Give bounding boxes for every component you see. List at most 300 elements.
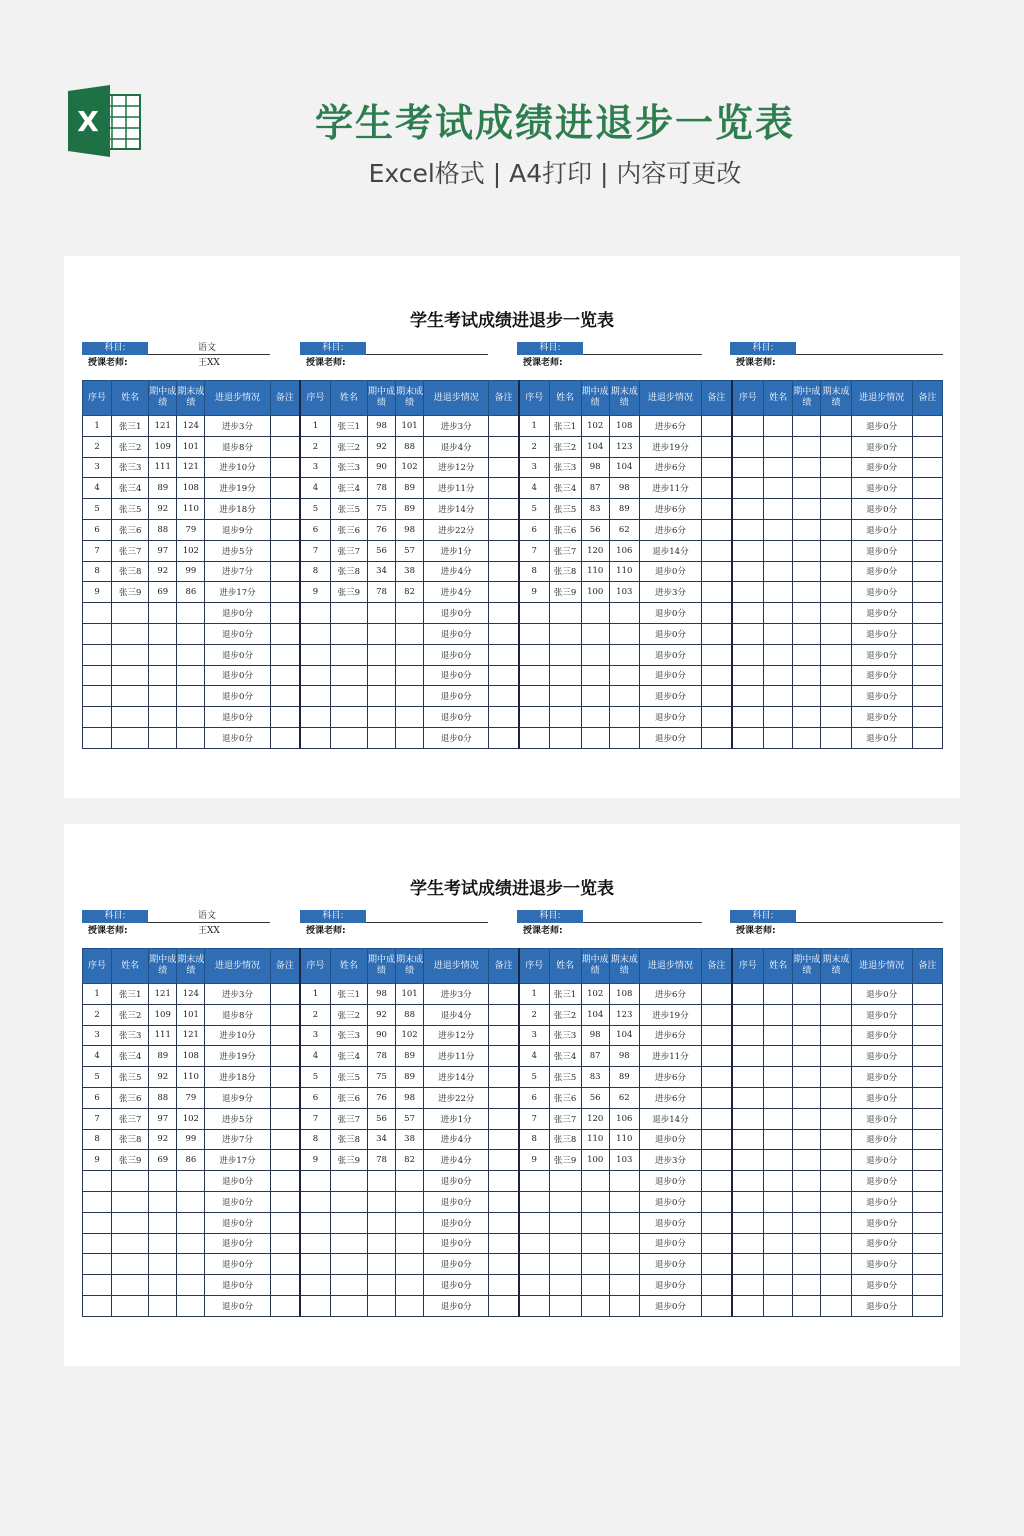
table-cell[interactable] xyxy=(489,561,519,582)
table-cell[interactable] xyxy=(270,457,300,478)
table-cell[interactable] xyxy=(270,1254,300,1275)
table-cell[interactable] xyxy=(330,1254,367,1275)
table-cell[interactable]: 张三1 xyxy=(549,984,581,1005)
table-cell[interactable]: 退步0分 xyxy=(205,727,270,748)
table-cell[interactable]: 进步11分 xyxy=(424,478,489,499)
table-cell[interactable]: 进步12分 xyxy=(424,457,489,478)
table-cell[interactable] xyxy=(912,727,942,748)
table-cell[interactable]: 104 xyxy=(609,1025,639,1046)
table-cell[interactable]: 张三6 xyxy=(330,1087,367,1108)
table-cell[interactable]: 进步7分 xyxy=(205,561,270,582)
table-cell[interactable]: 92 xyxy=(149,1129,177,1150)
table-cell[interactable] xyxy=(83,686,112,707)
table-cell[interactable] xyxy=(821,1233,851,1254)
table-cell[interactable] xyxy=(793,540,821,561)
table-cell[interactable] xyxy=(821,1067,851,1088)
table-cell[interactable] xyxy=(764,1150,793,1171)
table-cell[interactable]: 张三5 xyxy=(112,1067,149,1088)
table-cell[interactable] xyxy=(330,707,367,728)
table-cell[interactable]: 张三7 xyxy=(549,1108,581,1129)
table-cell[interactable] xyxy=(519,1233,549,1254)
table-cell[interactable]: 张三8 xyxy=(330,1129,367,1150)
table-cell[interactable]: 8 xyxy=(519,1129,549,1150)
table-cell[interactable] xyxy=(519,1275,549,1296)
table-cell[interactable]: 张三2 xyxy=(549,1004,581,1025)
table-cell[interactable]: 进步3分 xyxy=(424,984,489,1005)
table-cell[interactable] xyxy=(912,1087,942,1108)
table-cell[interactable]: 退步0分 xyxy=(851,436,912,457)
table-cell[interactable]: 退步0分 xyxy=(639,1129,701,1150)
table-cell[interactable]: 2 xyxy=(519,1004,549,1025)
table-cell[interactable] xyxy=(609,665,639,686)
table-cell[interactable] xyxy=(396,623,424,644)
table-cell[interactable]: 4 xyxy=(519,1046,549,1067)
table-cell[interactable]: 78 xyxy=(367,582,395,603)
table-cell[interactable] xyxy=(732,540,764,561)
table-cell[interactable] xyxy=(821,686,851,707)
table-cell[interactable]: 张三7 xyxy=(112,1108,149,1129)
table-cell[interactable] xyxy=(270,1067,300,1088)
table-cell[interactable]: 退步0分 xyxy=(205,707,270,728)
table-cell[interactable]: 张三3 xyxy=(549,1025,581,1046)
table-cell[interactable]: 退步0分 xyxy=(851,1150,912,1171)
table-cell[interactable]: 121 xyxy=(177,457,205,478)
table-cell[interactable]: 张三3 xyxy=(112,1025,149,1046)
table-cell[interactable]: 进步3分 xyxy=(205,984,270,1005)
table-cell[interactable]: 退步9分 xyxy=(205,519,270,540)
table-cell[interactable]: 9 xyxy=(519,1150,549,1171)
table-cell[interactable]: 8 xyxy=(519,561,549,582)
table-cell[interactable] xyxy=(396,1254,424,1275)
table-cell[interactable] xyxy=(732,1233,764,1254)
table-cell[interactable] xyxy=(793,1275,821,1296)
teacher-value[interactable]: 王XX xyxy=(198,926,220,936)
table-cell[interactable]: 退步0分 xyxy=(851,1212,912,1233)
table-cell[interactable] xyxy=(519,644,549,665)
table-cell[interactable]: 退步0分 xyxy=(205,1212,270,1233)
table-cell[interactable]: 89 xyxy=(396,1067,424,1088)
table-cell[interactable]: 张三8 xyxy=(112,1129,149,1150)
table-cell[interactable] xyxy=(149,665,177,686)
table-cell[interactable] xyxy=(702,623,732,644)
table-cell[interactable] xyxy=(821,540,851,561)
table-cell[interactable] xyxy=(112,623,149,644)
table-cell[interactable]: 进步3分 xyxy=(424,416,489,437)
table-cell[interactable]: 进步3分 xyxy=(639,1150,701,1171)
table-cell[interactable] xyxy=(367,665,395,686)
table-cell[interactable]: 6 xyxy=(300,519,330,540)
table-cell[interactable] xyxy=(270,1233,300,1254)
table-cell[interactable]: 进步22分 xyxy=(424,1087,489,1108)
table-cell[interactable]: 82 xyxy=(396,582,424,603)
table-cell[interactable]: 退步0分 xyxy=(851,499,912,520)
table-cell[interactable] xyxy=(177,623,205,644)
table-cell[interactable]: 退步0分 xyxy=(851,1108,912,1129)
table-cell[interactable] xyxy=(519,603,549,624)
table-cell[interactable] xyxy=(270,1212,300,1233)
table-cell[interactable] xyxy=(581,1254,609,1275)
table-cell[interactable]: 张三6 xyxy=(549,519,581,540)
table-cell[interactable]: 89 xyxy=(149,478,177,499)
table-cell[interactable] xyxy=(489,1254,519,1275)
table-cell[interactable]: 退步0分 xyxy=(851,561,912,582)
table-cell[interactable]: 张三9 xyxy=(112,1150,149,1171)
table-cell[interactable]: 张三6 xyxy=(112,1087,149,1108)
table-cell[interactable] xyxy=(83,665,112,686)
table-cell[interactable] xyxy=(396,1275,424,1296)
table-cell[interactable]: 进步19分 xyxy=(639,436,701,457)
table-cell[interactable] xyxy=(793,499,821,520)
table-cell[interactable]: 78 xyxy=(367,1046,395,1067)
table-cell[interactable]: 5 xyxy=(519,1067,549,1088)
table-cell[interactable] xyxy=(702,1108,732,1129)
table-cell[interactable] xyxy=(83,1171,112,1192)
table-cell[interactable] xyxy=(270,1129,300,1150)
table-cell[interactable]: 108 xyxy=(177,478,205,499)
table-cell[interactable]: 8 xyxy=(300,561,330,582)
table-cell[interactable] xyxy=(764,436,793,457)
table-cell[interactable]: 张三8 xyxy=(330,561,367,582)
table-cell[interactable] xyxy=(702,519,732,540)
table-cell[interactable] xyxy=(83,1191,112,1212)
table-cell[interactable]: 进步6分 xyxy=(639,1087,701,1108)
table-cell[interactable] xyxy=(367,1191,395,1212)
table-cell[interactable] xyxy=(821,644,851,665)
table-cell[interactable] xyxy=(270,1108,300,1129)
table-cell[interactable] xyxy=(764,1087,793,1108)
table-cell[interactable]: 进步4分 xyxy=(424,1150,489,1171)
table-cell[interactable] xyxy=(177,1212,205,1233)
table-cell[interactable] xyxy=(821,707,851,728)
table-cell[interactable]: 进步11分 xyxy=(639,478,701,499)
table-cell[interactable]: 7 xyxy=(83,540,112,561)
table-cell[interactable]: 张三8 xyxy=(549,1129,581,1150)
table-cell[interactable]: 退步0分 xyxy=(639,1254,701,1275)
table-cell[interactable]: 101 xyxy=(177,1004,205,1025)
table-cell[interactable] xyxy=(489,1067,519,1088)
table-cell[interactable]: 进步4分 xyxy=(424,561,489,582)
table-cell[interactable] xyxy=(702,1129,732,1150)
table-cell[interactable] xyxy=(764,686,793,707)
table-cell[interactable] xyxy=(581,707,609,728)
table-cell[interactable] xyxy=(912,1275,942,1296)
table-cell[interactable]: 4 xyxy=(83,1046,112,1067)
table-cell[interactable]: 98 xyxy=(581,1025,609,1046)
table-cell[interactable] xyxy=(702,478,732,499)
table-cell[interactable] xyxy=(549,644,581,665)
table-cell[interactable]: 111 xyxy=(149,1025,177,1046)
table-cell[interactable]: 89 xyxy=(609,499,639,520)
table-cell[interactable]: 退步0分 xyxy=(851,1254,912,1275)
table-cell[interactable]: 退步0分 xyxy=(851,707,912,728)
table-cell[interactable] xyxy=(112,686,149,707)
table-cell[interactable] xyxy=(793,603,821,624)
table-cell[interactable]: 110 xyxy=(177,1067,205,1088)
table-cell[interactable]: 进步22分 xyxy=(424,519,489,540)
table-cell[interactable] xyxy=(112,665,149,686)
table-cell[interactable]: 89 xyxy=(396,499,424,520)
table-cell[interactable]: 张三4 xyxy=(112,1046,149,1067)
table-cell[interactable]: 8 xyxy=(83,561,112,582)
table-cell[interactable] xyxy=(330,1171,367,1192)
table-cell[interactable]: 3 xyxy=(300,1025,330,1046)
table-cell[interactable] xyxy=(83,1254,112,1275)
table-cell[interactable] xyxy=(821,1046,851,1067)
table-cell[interactable] xyxy=(702,540,732,561)
table-cell[interactable] xyxy=(732,1191,764,1212)
table-cell[interactable]: 进步18分 xyxy=(205,499,270,520)
table-cell[interactable] xyxy=(609,1212,639,1233)
table-cell[interactable] xyxy=(83,623,112,644)
table-cell[interactable] xyxy=(270,623,300,644)
table-cell[interactable] xyxy=(821,984,851,1005)
table-cell[interactable]: 张三4 xyxy=(330,1046,367,1067)
table-cell[interactable]: 退步0分 xyxy=(205,603,270,624)
table-cell[interactable]: 张三3 xyxy=(112,457,149,478)
table-cell[interactable] xyxy=(270,1171,300,1192)
table-cell[interactable] xyxy=(821,1129,851,1150)
table-cell[interactable] xyxy=(702,1295,732,1316)
table-cell[interactable] xyxy=(112,1191,149,1212)
table-cell[interactable]: 79 xyxy=(177,1087,205,1108)
table-cell[interactable]: 38 xyxy=(396,561,424,582)
table-cell[interactable]: 69 xyxy=(149,1150,177,1171)
table-cell[interactable] xyxy=(793,1025,821,1046)
table-cell[interactable] xyxy=(702,1233,732,1254)
table-cell[interactable]: 108 xyxy=(609,416,639,437)
table-cell[interactable] xyxy=(489,1275,519,1296)
table-cell[interactable] xyxy=(367,1295,395,1316)
table-cell[interactable] xyxy=(149,686,177,707)
table-cell[interactable] xyxy=(702,727,732,748)
table-cell[interactable]: 104 xyxy=(609,457,639,478)
table-cell[interactable]: 102 xyxy=(581,416,609,437)
table-cell[interactable] xyxy=(793,1254,821,1275)
table-cell[interactable]: 张三1 xyxy=(112,416,149,437)
table-cell[interactable] xyxy=(609,1295,639,1316)
table-cell[interactable]: 124 xyxy=(177,416,205,437)
table-cell[interactable]: 9 xyxy=(300,1150,330,1171)
table-cell[interactable] xyxy=(821,1087,851,1108)
table-cell[interactable]: 89 xyxy=(149,1046,177,1067)
table-cell[interactable] xyxy=(149,603,177,624)
table-cell[interactable]: 退步0分 xyxy=(851,984,912,1005)
table-cell[interactable]: 7 xyxy=(300,540,330,561)
table-cell[interactable] xyxy=(300,727,330,748)
table-cell[interactable] xyxy=(581,644,609,665)
table-cell[interactable]: 5 xyxy=(300,499,330,520)
table-cell[interactable]: 进步3分 xyxy=(639,582,701,603)
table-cell[interactable] xyxy=(912,1191,942,1212)
table-cell[interactable]: 张三6 xyxy=(549,1087,581,1108)
table-cell[interactable] xyxy=(764,1295,793,1316)
table-cell[interactable] xyxy=(396,665,424,686)
table-cell[interactable]: 9 xyxy=(519,582,549,603)
table-cell[interactable] xyxy=(764,1233,793,1254)
table-cell[interactable]: 97 xyxy=(149,1108,177,1129)
table-cell[interactable]: 退步8分 xyxy=(205,436,270,457)
table-cell[interactable]: 4 xyxy=(300,478,330,499)
table-cell[interactable] xyxy=(912,665,942,686)
table-cell[interactable]: 78 xyxy=(367,478,395,499)
table-cell[interactable]: 张三4 xyxy=(549,1046,581,1067)
table-cell[interactable] xyxy=(702,499,732,520)
table-cell[interactable]: 102 xyxy=(177,1108,205,1129)
table-cell[interactable] xyxy=(912,1108,942,1129)
table-cell[interactable] xyxy=(764,603,793,624)
table-cell[interactable] xyxy=(270,519,300,540)
table-cell[interactable]: 退步0分 xyxy=(639,1171,701,1192)
table-cell[interactable]: 2 xyxy=(83,436,112,457)
table-cell[interactable] xyxy=(609,1191,639,1212)
table-cell[interactable] xyxy=(519,1295,549,1316)
table-cell[interactable] xyxy=(821,1108,851,1129)
table-cell[interactable]: 79 xyxy=(177,519,205,540)
table-cell[interactable]: 退步0分 xyxy=(639,1233,701,1254)
table-cell[interactable] xyxy=(821,416,851,437)
table-cell[interactable] xyxy=(519,1254,549,1275)
table-cell[interactable] xyxy=(300,1254,330,1275)
table-cell[interactable] xyxy=(177,686,205,707)
table-cell[interactable] xyxy=(270,984,300,1005)
table-cell[interactable] xyxy=(489,707,519,728)
table-cell[interactable] xyxy=(793,686,821,707)
table-cell[interactable] xyxy=(793,623,821,644)
table-cell[interactable] xyxy=(702,644,732,665)
table-cell[interactable]: 退步0分 xyxy=(424,623,489,644)
table-cell[interactable] xyxy=(732,1087,764,1108)
table-cell[interactable]: 92 xyxy=(149,1067,177,1088)
table-cell[interactable] xyxy=(549,1233,581,1254)
table-cell[interactable]: 张三1 xyxy=(330,984,367,1005)
table-cell[interactable]: 110 xyxy=(581,561,609,582)
table-cell[interactable] xyxy=(793,1150,821,1171)
table-cell[interactable] xyxy=(149,1275,177,1296)
table-cell[interactable]: 98 xyxy=(367,984,395,1005)
table-cell[interactable]: 92 xyxy=(149,499,177,520)
table-cell[interactable]: 7 xyxy=(519,540,549,561)
table-cell[interactable] xyxy=(581,603,609,624)
table-cell[interactable]: 退步0分 xyxy=(851,665,912,686)
table-cell[interactable]: 退步0分 xyxy=(639,561,701,582)
table-cell[interactable]: 1 xyxy=(83,984,112,1005)
table-cell[interactable] xyxy=(177,1254,205,1275)
table-cell[interactable]: 4 xyxy=(300,1046,330,1067)
table-cell[interactable]: 张三4 xyxy=(330,478,367,499)
table-cell[interactable]: 张三5 xyxy=(112,499,149,520)
table-cell[interactable] xyxy=(793,1212,821,1233)
table-cell[interactable] xyxy=(581,1191,609,1212)
table-cell[interactable]: 110 xyxy=(609,561,639,582)
table-cell[interactable]: 进步19分 xyxy=(205,1046,270,1067)
table-cell[interactable] xyxy=(702,1212,732,1233)
table-cell[interactable] xyxy=(177,1233,205,1254)
table-cell[interactable] xyxy=(764,1108,793,1129)
table-cell[interactable] xyxy=(609,644,639,665)
table-cell[interactable] xyxy=(112,1212,149,1233)
table-cell[interactable] xyxy=(519,707,549,728)
table-cell[interactable]: 张三5 xyxy=(330,1067,367,1088)
table-cell[interactable] xyxy=(519,665,549,686)
table-cell[interactable]: 进步11分 xyxy=(639,1046,701,1067)
table-cell[interactable]: 4 xyxy=(83,478,112,499)
table-cell[interactable] xyxy=(112,707,149,728)
table-cell[interactable] xyxy=(732,416,764,437)
table-cell[interactable]: 89 xyxy=(396,1046,424,1067)
table-cell[interactable]: 退步0分 xyxy=(639,1295,701,1316)
table-cell[interactable] xyxy=(396,1233,424,1254)
table-cell[interactable] xyxy=(83,1233,112,1254)
table-cell[interactable] xyxy=(300,665,330,686)
table-cell[interactable]: 退步0分 xyxy=(851,416,912,437)
table-cell[interactable]: 退步0分 xyxy=(205,686,270,707)
table-cell[interactable] xyxy=(702,1046,732,1067)
table-cell[interactable] xyxy=(732,707,764,728)
table-cell[interactable]: 退步0分 xyxy=(851,540,912,561)
table-cell[interactable]: 3 xyxy=(83,457,112,478)
table-cell[interactable]: 82 xyxy=(396,1150,424,1171)
table-cell[interactable] xyxy=(912,1295,942,1316)
table-cell[interactable]: 62 xyxy=(609,1087,639,1108)
table-cell[interactable]: 102 xyxy=(581,984,609,1005)
table-cell[interactable] xyxy=(732,1254,764,1275)
table-cell[interactable] xyxy=(489,1087,519,1108)
table-cell[interactable] xyxy=(367,1275,395,1296)
table-cell[interactable]: 83 xyxy=(581,1067,609,1088)
table-cell[interactable]: 张三7 xyxy=(330,540,367,561)
table-cell[interactable] xyxy=(177,1275,205,1296)
table-cell[interactable]: 退步0分 xyxy=(851,519,912,540)
table-cell[interactable]: 退步0分 xyxy=(851,478,912,499)
table-cell[interactable] xyxy=(112,603,149,624)
table-cell[interactable] xyxy=(396,727,424,748)
table-cell[interactable]: 89 xyxy=(609,1067,639,1088)
table-cell[interactable] xyxy=(330,727,367,748)
table-cell[interactable]: 62 xyxy=(609,519,639,540)
table-cell[interactable] xyxy=(821,1191,851,1212)
table-cell[interactable]: 退步0分 xyxy=(851,644,912,665)
table-cell[interactable] xyxy=(793,478,821,499)
table-cell[interactable]: 进步5分 xyxy=(205,540,270,561)
table-cell[interactable]: 进步19分 xyxy=(205,478,270,499)
table-cell[interactable] xyxy=(793,1108,821,1129)
table-cell[interactable]: 3 xyxy=(519,457,549,478)
table-cell[interactable]: 87 xyxy=(581,478,609,499)
table-cell[interactable] xyxy=(549,1275,581,1296)
table-cell[interactable] xyxy=(581,1295,609,1316)
table-cell[interactable] xyxy=(732,1150,764,1171)
table-cell[interactable] xyxy=(793,1046,821,1067)
table-cell[interactable] xyxy=(300,1275,330,1296)
table-cell[interactable]: 张三3 xyxy=(330,457,367,478)
table-cell[interactable] xyxy=(581,1275,609,1296)
table-cell[interactable]: 张三9 xyxy=(330,582,367,603)
table-cell[interactable] xyxy=(489,478,519,499)
table-cell[interactable]: 102 xyxy=(177,540,205,561)
table-cell[interactable] xyxy=(489,499,519,520)
table-cell[interactable]: 5 xyxy=(300,1067,330,1088)
table-cell[interactable] xyxy=(549,1254,581,1275)
subject-value[interactable]: 语文 xyxy=(198,911,217,921)
table-cell[interactable]: 92 xyxy=(367,1004,395,1025)
table-cell[interactable]: 88 xyxy=(149,519,177,540)
table-cell[interactable]: 56 xyxy=(367,540,395,561)
table-cell[interactable]: 2 xyxy=(519,436,549,457)
table-cell[interactable] xyxy=(764,1254,793,1275)
table-cell[interactable] xyxy=(149,1254,177,1275)
table-cell[interactable] xyxy=(764,561,793,582)
table-cell[interactable] xyxy=(821,1150,851,1171)
